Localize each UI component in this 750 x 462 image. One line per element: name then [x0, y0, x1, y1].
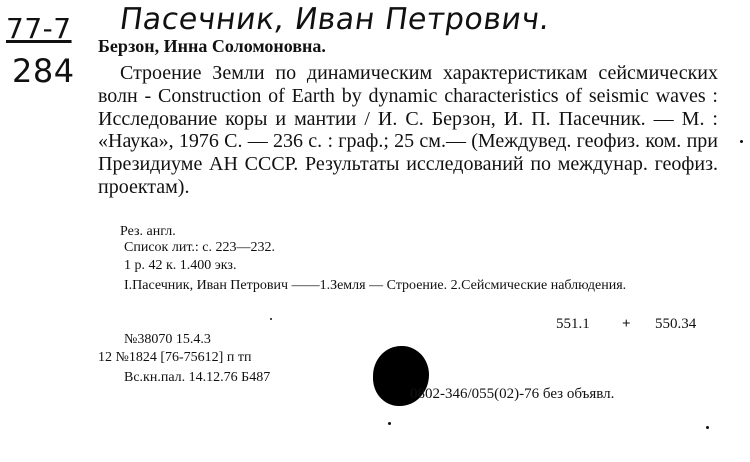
- registry-line-3: Вс.кн.пал. 14.12.76 Б487: [124, 370, 271, 385]
- speck: [706, 426, 709, 429]
- bibliography-note: Список лит.: с. 223—232.: [124, 240, 275, 255]
- summary-note: Рез. англ.: [120, 224, 176, 239]
- price-note: 1 р. 42 к. 1.400 экз.: [124, 258, 237, 273]
- bibliographic-description: Строение Земли по динамическим характеристикам сейсмических волн - Construction of Earth by dynamic characteristics of seismic waves : Исследование коры и мантии / И. С. Берзон, И. П. Пасечник. — М. : «Наука», 1976 С. — 236 с. : граф.; 25 см.— (Междувед. геофиз. ком. при Президиуме АН СССР. Результаты исследований по междунар. геофиз. проектам).: [98, 62, 718, 198]
- handwritten-author-note: Пасечник, Иван Петрович.: [117, 2, 553, 37]
- handwritten-shelf-mark-bottom: 284: [12, 52, 75, 90]
- speck: [740, 140, 743, 143]
- classification-right: 550.34: [655, 316, 697, 332]
- handwritten-shelf-mark-top: 77-7: [6, 12, 72, 45]
- classification-separator: +: [622, 316, 631, 332]
- registry-line-2: 12 №1824 [76-75612] п тп: [98, 350, 252, 365]
- speck: [270, 318, 272, 320]
- classification-left: 551.1: [556, 316, 590, 332]
- speck: [388, 422, 391, 425]
- isbn-line: 0802-346/055(02)-76 без объявл.: [410, 386, 615, 402]
- registry-line-1: №38070 15.4.3: [124, 332, 211, 347]
- tracings-note: I.Пасечник, Иван Петрович ——1.Земля — Строение. 2.Сейсмические наблюдения.: [124, 278, 627, 293]
- author-heading: Берзон, Инна Соломоновна.: [98, 36, 326, 56]
